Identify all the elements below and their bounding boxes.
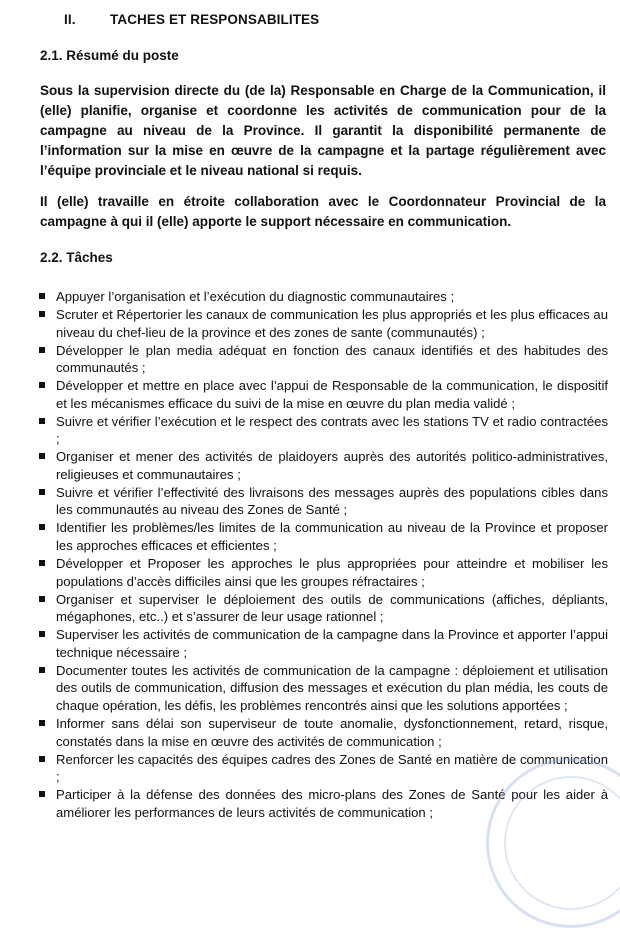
bullet-icon	[39, 791, 45, 797]
section-title: TACHES ET RESPONSABILITES	[110, 12, 320, 27]
task-text: Développer le plan media adéquat en fonction des canaux identifiés et des habitudes des communautés ;	[56, 342, 608, 376]
bullet-icon	[39, 524, 45, 530]
bullet-icon	[39, 720, 45, 726]
bullet-icon	[39, 756, 45, 762]
task-item	[36, 413, 608, 448]
tasks-heading: 2.2. Tâches	[40, 250, 113, 265]
summary-paragraph-2: Il (elle) travaille en étroite collaboration avec le Coordonnateur Provincial de la campagne à qui il (elle) apporte le support nécessaire en communication.	[40, 194, 606, 229]
task-item	[36, 288, 608, 306]
task-text: Suivre et vérifier l’effectivité des livraisons des messages auprès des populations cibles dans les communautés au niveau des Zones de Santé ;	[56, 484, 608, 518]
task-text: Identifier les problèmes/les limites de la communication au niveau de la Province et proposer les approches efficaces et efficientes ;	[56, 520, 608, 554]
summary-heading: 2.1. Résumé du poste	[40, 48, 179, 63]
tasks-list	[36, 288, 608, 822]
task-item	[36, 448, 608, 483]
task-item	[36, 519, 608, 554]
bullet-icon	[39, 667, 45, 673]
bullet-icon	[39, 311, 45, 317]
section-heading	[64, 12, 319, 27]
bullet-icon	[39, 631, 45, 637]
task-item	[36, 377, 608, 412]
bullet-icon	[39, 560, 45, 566]
task-text: Appuyer l’organisation et l’exécution du diagnostic communautaires ;	[56, 289, 455, 304]
bullet-icon	[39, 293, 45, 299]
task-text: Organiser et superviser le déploiement des outils de communications (affiches, dépliants, mégaphones, etc..) et s’assurer de leur usage rationnel ;	[56, 591, 608, 625]
bullet-icon	[39, 382, 45, 388]
task-item	[36, 555, 608, 590]
task-text: Développer et mettre en place avec l’appui de Responsable de la communication, le dispositif et les mécanismes efficace du suivi de la mise en œuvre du plan media validé ;	[56, 378, 608, 411]
task-item	[36, 626, 608, 661]
section-number: II.	[64, 12, 76, 27]
bullet-icon	[39, 596, 45, 602]
task-text: Informer sans délai son superviseur de toute anomalie, dysfonctionnement, retard, risque, constatés dans la mise en œuvre des activités de communication ;	[56, 715, 608, 749]
task-text: Suivre et vérifier l’exécution et le respect des contrats avec les stations TV et radio contractées ;	[56, 413, 608, 447]
task-item	[36, 342, 608, 377]
bullet-icon	[39, 489, 45, 495]
summary-paragraph-1: Sous la supervision directe du (de la) Responsable en Charge de la Communication, il (elle) planifie, organise et coordonne les activités de communication pour de la campagne au niveau de la Province. Il garantit la disponibilité permanente de l’information sur la mise en œuvre de la campagne et la partage régulièrement avec l’équipe provinciale et le niveau national si requis.	[40, 83, 606, 178]
bullet-icon	[39, 347, 45, 353]
task-text: Scruter et Répertorier les canaux de communication les plus appropriés et les plus efficaces au niveau du chef-lieu de la province et des zones de sante (communautés) ;	[56, 306, 608, 340]
task-text: Participer à la défense des données des micro-plans des Zones de Santé pour les aider à améliorer les performances de leurs activités de communication ;	[56, 787, 608, 820]
task-item	[36, 662, 608, 715]
task-item	[36, 484, 608, 519]
task-text: Développer et Proposer les approches le plus appropriées pour atteindre et mobiliser les populations d’accès difficiles ainsi que les groupes réfractaires ;	[56, 556, 608, 589]
bullet-icon	[39, 418, 45, 424]
task-text: Organiser et mener des activités de plaidoyers auprès des autorités politico-administratives, religieuses et communautaires ;	[56, 449, 608, 482]
task-text: Renforcer les capacités des équipes cadres des Zones de Santé en matière de communication ;	[56, 751, 608, 785]
task-text: Documenter toutes les activités de communication de la campagne : déploiement et utilisation des outils de communication, diffusion des messages et exécution du plan média, les couts de chaque opération, les défis, les problèmes rencontrés ainsi que les solutions apportées ;	[56, 662, 608, 713]
task-item	[36, 715, 608, 750]
task-item	[36, 306, 608, 341]
bullet-icon	[39, 453, 45, 459]
task-item	[36, 591, 608, 626]
task-text: Superviser les activités de communication de la campagne dans la Province et apporter l’appui technique nécessaire ;	[56, 627, 608, 660]
